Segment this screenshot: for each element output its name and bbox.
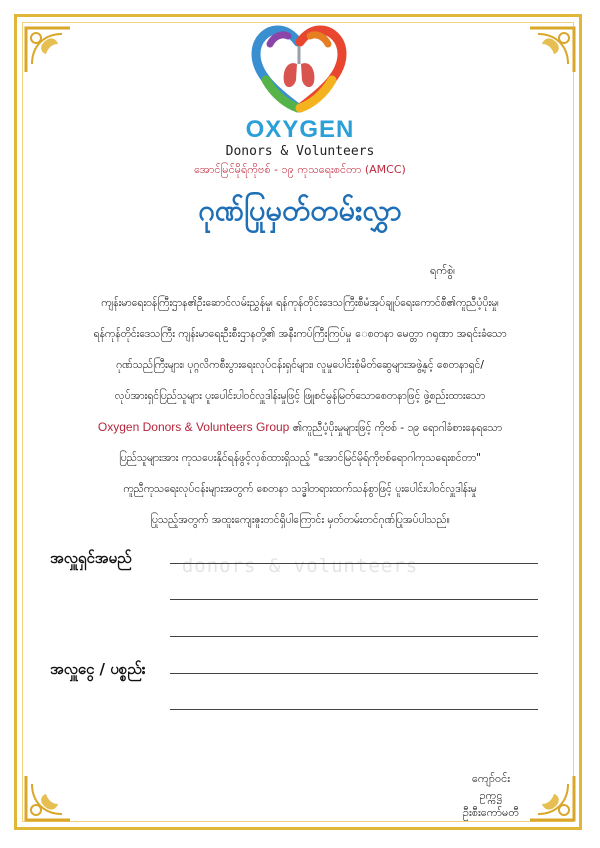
corner-ornament-icon: [22, 24, 74, 76]
donor-name-line: [170, 599, 538, 600]
donor-name-line: [170, 636, 538, 637]
certificate-heading: ဂုဏ်ပြုမှတ်တမ်းလွှာ: [198, 193, 402, 227]
watermark-text: donors & volunteers: [181, 555, 419, 577]
group-suffix: ၏ကူညီပံ့ပိုးမှုများဖြင့် ကိုဗစ် - ၁၉ ရောဂါခံစားနေရသော: [289, 422, 503, 434]
body-line: ကူညီကုသရေးလုပ်ငန်းများအတွက် စေတနာ သဒ္ဓါတရားထက်သန်စွာဖြင့် ပူးပေါင်းပါဝင်လှူဒါန်းမှု: [123, 483, 477, 495]
body-line: ကျန်းမာရေးဝန်ကြီးဌာန၏ဦးဆောင်လမ်းညွှန်မှု၊ ရန်ကုန်တိုင်းဒေသကြီးစီမံအုပ်ချုပ်ရေးကောင်စီ၏ကူညီပံ့ပိုးမှု၊: [101, 297, 499, 309]
signature-name: ကျော်ဝင်း: [471, 772, 511, 785]
donor-name-label: အလှူရှင်အမည်: [50, 549, 132, 567]
organization-name: အောင်မြင်မိုရ်ကိုဗစ် - ၁၉ ကုသရေးစင်တာ (AMCC): [194, 163, 406, 176]
body-line: ဂုဏ်သည်ကြီးများ၊ ပုဂ္ဂလိကစီးပွားရေးလုပ်ငန်းရှင်များ၊ လူမှုပေါင်းစုံမိတ်ဆွေများအဖွဲ့နှင့် စေတနာရှင်/: [116, 359, 484, 371]
body-line: ပြည်သူများအား ကုသပေးနိုင်ရန်ဖွင့်လှစ်ထားရှိသည့် "အောင်မြင်မိုရ်ကိုဗစ်ရောဂါကုသရေးစင်တာ": [118, 452, 481, 464]
body-line: ပြုသည့်အတွက် အထူးကျေးဇူးတင်ရှိပါကြောင်း မှတ်တမ်းတင်ဂုဏ်ပြုအပ်ပါသည်။: [150, 514, 450, 526]
oxygen-hands-heart-logo-icon: [244, 20, 354, 116]
corner-ornament-icon: [526, 24, 578, 76]
signature-committee: ဦးစီးကော်မတီ: [462, 806, 520, 819]
body-line: လုပ်အားရှင်ပြည်သူများ ပူးပေါင်းပါဝင်လှူဒါန်းမှုဖြင့် ဖြူစင်မွန်မြတ်သောစေတနာဖြင့် ဖွဲ့စည်းထားသော: [114, 390, 486, 402]
signature-title: ဥက္ကဋ္ဌ: [479, 789, 503, 802]
amount-line: [170, 709, 538, 710]
brand-title: OXYGEN: [245, 116, 355, 143]
group-name: Oxygen Donors & Volunteers Group: [97, 420, 290, 434]
certificate-body: [42, 288, 558, 536]
date-label: ရက်စွဲ၊: [430, 264, 456, 277]
body-line-group: [42, 412, 558, 443]
amount-label: အလှူငွေ / ပစ္စည်း: [50, 660, 146, 678]
brand-subtitle: Donors & Volunteers: [225, 144, 375, 159]
body-line: ရန်ကုန်တိုင်းဒေသကြီး ကျန်းမာရေးဦးစီးဌာနတို့၏ အနီးကပ်ကြီးကြပ်မှု ေစတနာ မေတ္တာ ဂရုဏာ အရင်းခံသော: [93, 328, 507, 340]
corner-ornament-icon: [22, 772, 74, 824]
amount-line: [170, 673, 538, 674]
donor-name-line: [170, 563, 538, 564]
